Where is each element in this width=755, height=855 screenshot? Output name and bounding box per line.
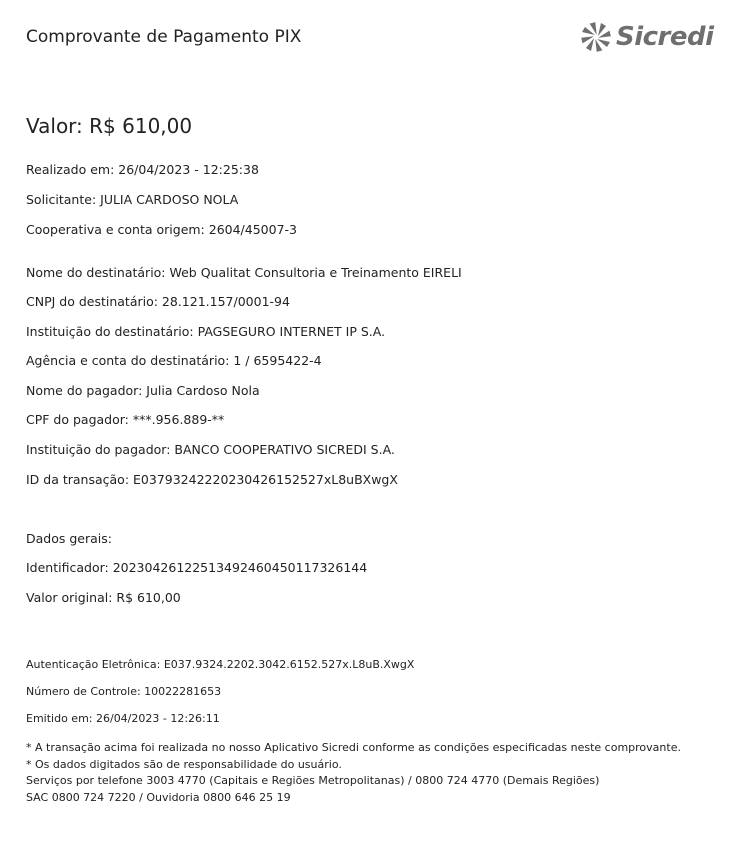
id-transacao: ID da transação: E03793242220230426152527xL8uBXwgX <box>26 472 398 487</box>
realizado-em: Realizado em: 26/04/2023 - 12:25:38 <box>26 162 259 177</box>
solicitante: Solicitante: JULIA CARDOSO NOLA <box>26 192 239 207</box>
footer-notes <box>26 740 681 806</box>
cooperativa-conta-origem: Cooperativa e conta origem: 2604/45007-3 <box>26 222 297 237</box>
sicredi-logo <box>580 20 714 54</box>
footer-note-dados: * Os dados digitados são de responsabilidade do usuário. <box>26 757 342 771</box>
agencia-conta-destinatario: Agência e conta do destinatário: 1 / 6595422-4 <box>26 353 322 368</box>
dados-gerais-heading: Dados gerais: <box>26 531 112 546</box>
nome-destinatario: Nome do destinatário: Web Qualitat Consultoria e Treinamento EIRELI <box>26 265 462 280</box>
instituicao-pagador: Instituição do pagador: BANCO COOPERATIVO SICREDI S.A. <box>26 442 395 457</box>
footer-servicos-telefone: Serviços por telefone 3003 4770 (Capitais e Regiões Metropolitanas) / 0800 724 4770 (Demais Regiões) <box>26 774 600 787</box>
footer-sac-ouvidoria: SAC 0800 724 7220 / Ouvidoria 0800 646 25 19 <box>26 790 291 804</box>
footer-note-transacao: * A transação acima foi realizada no nosso Aplicativo Sicredi conforme as condições especificadas neste comprovante. <box>26 741 681 754</box>
cpf-pagador: CPF do pagador: ***.956.889-** <box>26 412 225 427</box>
nome-pagador: Nome do pagador: Julia Cardoso Nola <box>26 383 260 398</box>
cnpj-destinatario: CNPJ do destinatário: 28.121.157/0001-94 <box>26 294 290 309</box>
sicredi-pinwheel-icon <box>580 21 612 53</box>
payment-value: Valor: R$ 610,00 <box>26 114 193 138</box>
instituicao-destinatario: Instituição do destinatário: PAGSEGURO INTERNET IP S.A. <box>26 324 386 339</box>
page-title: Comprovante de Pagamento PIX <box>26 27 302 47</box>
valor-original: Valor original: R$ 610,00 <box>26 590 181 605</box>
sicredi-logo-text: Sicredi <box>616 22 714 52</box>
identificador: Identificador: 20230426122513492460450117326144 <box>26 560 368 575</box>
numero-controle: Número de Controle: 10022281653 <box>26 685 222 698</box>
emitido-em: Emitido em: 26/04/2023 - 12:26:11 <box>26 712 220 725</box>
autenticacao-eletronica: Autenticação Eletrônica: E037.9324.2202.3042.6152.527x.L8uB.XwgX <box>26 658 415 671</box>
